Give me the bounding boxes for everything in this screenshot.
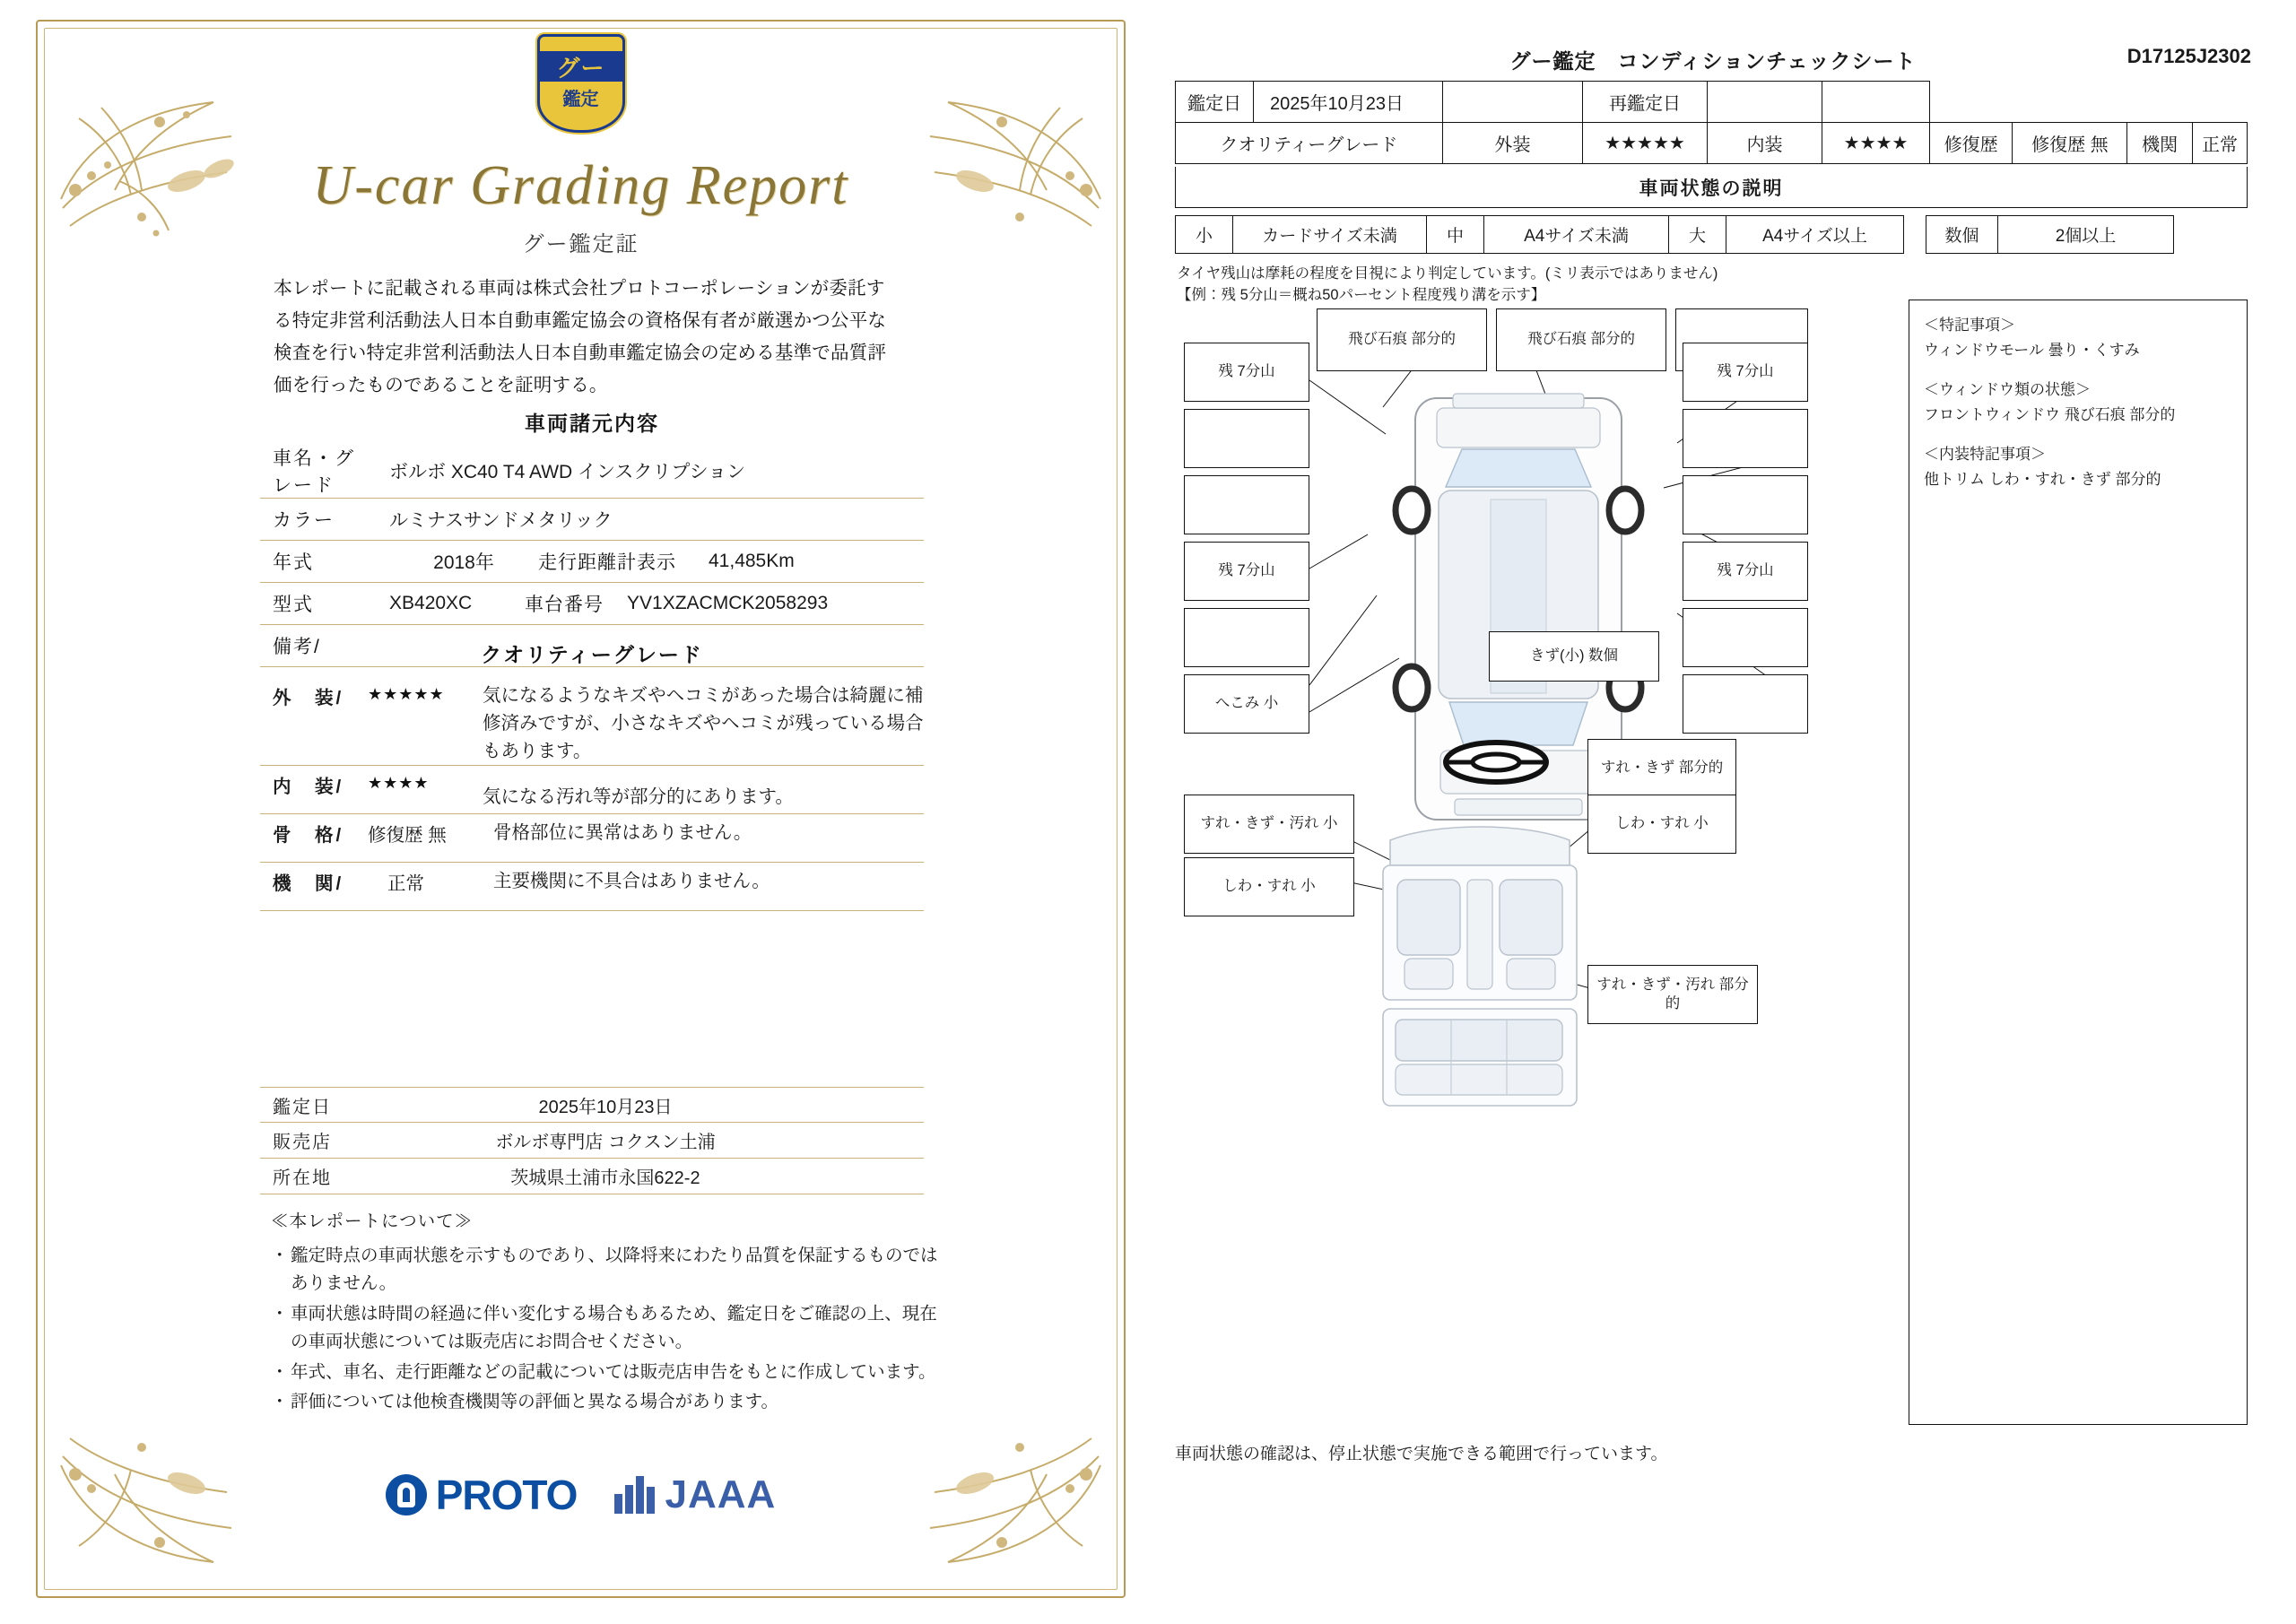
- logo-top-text: グー: [556, 55, 605, 83]
- callout-exterior-tire-rl: 残 7分山: [1184, 542, 1309, 601]
- spec-value-mileage: 41,485Km: [709, 551, 795, 571]
- callout-exterior-tire-rr: 残 7分山: [1683, 542, 1808, 601]
- condition-check-sheet: [1166, 45, 2260, 1587]
- grade-stars-exterior: ★★★★★: [368, 685, 445, 703]
- vehicle-spec-section: [260, 407, 924, 667]
- spec-label-model: 車名・グレード: [273, 448, 355, 496]
- spec-row-color: [260, 499, 924, 541]
- note-item: ・ 評価については他検査機関等の評価と異なる場合があります。: [271, 1388, 952, 1417]
- proto-mark-icon: [386, 1474, 427, 1515]
- callout-exterior-dent: へこみ 小: [1184, 674, 1309, 734]
- grade-label-frame: 骨 格/: [273, 825, 344, 847]
- grade-row-interior: [260, 766, 924, 814]
- cell-interior-stars: ★★★★: [1822, 123, 1930, 164]
- cell-engine-value: 正常: [2193, 123, 2248, 164]
- quality-grade-section: [260, 638, 924, 911]
- spec-label-year: 年式: [273, 552, 314, 573]
- spec-value-type: XB420XC: [389, 593, 473, 613]
- legend-desc-large: A4サイズ以上: [1726, 216, 1904, 254]
- spec-label-vin: 車台番号: [525, 595, 604, 615]
- grade-label-interior: 内 装/: [273, 777, 344, 798]
- interior-seats-diagram: [1383, 827, 1577, 1106]
- special-notes-panel: [1909, 300, 2248, 1425]
- sheet-code: D17125J2302: [2126, 45, 2251, 67]
- sheet-title: グー鑑定 コンディションチェックシート: [1509, 49, 1917, 73]
- logo-bottom-text: 鑑定: [562, 88, 599, 109]
- sheet-footer-note: 車両状態の確認は、停止状態で実施できる範囲で行っています。: [1175, 1445, 1668, 1463]
- tire-note-line2: 【例：残 5分山＝概ね50パーセント程度残り溝を示す】: [1177, 286, 1546, 303]
- grade-text-frame: 骨格部位に異常はありません。: [493, 822, 752, 844]
- spec-value-model: ボルボ XC40 T4 AWD インスクリプション: [389, 462, 746, 482]
- jaaa-logo-text: JAAA: [665, 1472, 777, 1516]
- cell-reinspect-label: 再鑑定日: [1583, 82, 1707, 123]
- grading-certificate: [36, 20, 1126, 1598]
- spec-row-type-vin: [260, 583, 924, 625]
- notes-text-window: フロントウィンドウ 飛び石痕 部分的: [1924, 406, 2176, 424]
- grade-label-engine: 機 関/: [273, 873, 344, 895]
- quality-grade-heading: クオリティーグレード: [481, 643, 703, 666]
- table-row-grades: [1176, 123, 2248, 164]
- cell-quality-label: クオリティーグレード: [1176, 123, 1443, 164]
- meta-value-inspection-date: 2025年10月23日: [538, 1097, 673, 1117]
- legend-size-medium: 中: [1427, 216, 1484, 254]
- callout-exterior-tire-fr: 残 7分山: [1683, 343, 1808, 402]
- proto-logo-text: PROTO: [435, 1472, 578, 1518]
- grade-text-interior: 気になる汚れ等が部分的にあります。: [483, 786, 794, 808]
- meta-value-address: 茨城県土浦市永国622-2: [510, 1168, 700, 1188]
- callout-exterior-9: [1683, 409, 1808, 468]
- cell-inspect-date-label: 鑑定日: [1176, 82, 1254, 123]
- spec-value-vin: YV1XZACMCK2058293: [627, 593, 829, 613]
- jaaa-mark-icon: [614, 1476, 656, 1514]
- cell-repair-value: 修復歴 無: [2013, 123, 2127, 164]
- spec-value-color: ルミナスサンドメタリック: [389, 510, 613, 531]
- note-item: ・ 鑑定時点の車両状態を示すものであり、以降将来にわたり品質を保証するものではありません。: [271, 1242, 952, 1298]
- legend-count-desc: 2個以上: [1998, 216, 2174, 254]
- jaaa-logo: [614, 1472, 776, 1517]
- cell-spacer-2: [1822, 82, 1930, 123]
- cell-inspect-date-value: 2025年10月23日: [1253, 82, 1442, 123]
- callout-interior-1: すれ・きず 部分的: [1587, 739, 1736, 798]
- legend-size-table: [1175, 215, 1904, 254]
- callout-exterior-scratch: きず(小) 数個: [1489, 631, 1659, 682]
- callout-exterior-2: 飛び石痕 部分的: [1496, 308, 1666, 371]
- grade-row-engine: [260, 863, 924, 911]
- grade-row-exterior: [260, 677, 924, 766]
- callout-exterior-16: [1683, 674, 1808, 734]
- meta-row-address: [260, 1159, 924, 1194]
- condition-description-heading: 車両状態の説明: [1175, 167, 2248, 208]
- cell-engine-label: 機関: [2127, 123, 2193, 164]
- certificate-intro-text: 本レポートに記載される車両は株式会社プロトコーポレーションが委託する特定非営利活動法人日本自動車鑑定協会の資格保有者が厳選かつ公平な検査を行い特定非営利活動法人日本自動車鑑定協会の定める基準で品質評価を行ったものであることを証明する。: [274, 278, 887, 395]
- callout-exterior-8: [1184, 608, 1309, 667]
- callout-interior-5: すれ・きず・汚れ 部分的: [1587, 965, 1758, 1024]
- spec-label-remarks: 備考/: [273, 637, 321, 657]
- spec-label-type: 型式: [273, 595, 314, 615]
- page-title: U-car Grading Report: [312, 155, 849, 216]
- certificate-notes: [271, 1208, 952, 1419]
- notes-text-interior: 他トリム しわ・すれ・きず 部分的: [1924, 471, 2161, 489]
- certificate-meta-section: [260, 1087, 924, 1194]
- meta-value-dealer: ボルボ専門店 コクスン土浦: [495, 1133, 716, 1152]
- legend-count-label: 数個: [1926, 216, 1998, 254]
- spec-row-year-mileage: [260, 541, 924, 583]
- meta-label-dealer: 販売店: [273, 1133, 332, 1152]
- grade-value-frame: 修復歴 無: [368, 825, 447, 847]
- legend-size-large: 大: [1669, 216, 1726, 254]
- grade-text-exterior: 気になるようなキズやヘコミがあった場合は綺麗に補修済みですが、小さなキズやヘコミが残っている場合もあります。: [483, 685, 924, 761]
- page-subtitle: グー鑑定証: [522, 232, 639, 256]
- meta-row-dealer: [260, 1123, 924, 1159]
- callout-exterior-12: [1683, 475, 1808, 534]
- meta-label-address: 所在地: [273, 1168, 332, 1188]
- notes-heading-window: ＜ウィンドウ類の状態＞: [1924, 381, 2091, 399]
- tire-note-line1: タイヤ残山は摩耗の程度を目視により判定しています。(ミリ表示ではありません): [1177, 265, 1718, 282]
- legend-size-small: 小: [1176, 216, 1233, 254]
- notes-heading: ≪本レポートについて≫: [271, 1211, 474, 1231]
- legend-row: [1175, 215, 2248, 254]
- cell-exterior-label: 外装: [1442, 123, 1583, 164]
- callout-exterior-6: [1184, 409, 1309, 468]
- callout-exterior-7: [1184, 475, 1309, 534]
- proto-logo: [386, 1471, 578, 1519]
- callout-interior-2: すれ・きず・汚れ 小: [1184, 795, 1354, 854]
- sheet-header-table: [1175, 81, 2248, 164]
- meta-row-inspection-date: [260, 1087, 924, 1123]
- brand-logos: [36, 1471, 1126, 1519]
- cell-interior-label: 内装: [1707, 123, 1822, 164]
- grade-stars-interior: ★★★★: [368, 774, 430, 793]
- spec-row-model: [260, 444, 924, 499]
- vehicle-diagram-area: [1175, 300, 1901, 1425]
- meta-label-inspection-date: 鑑定日: [273, 1097, 332, 1117]
- note-item: ・ 年式、車名、走行距離などの記載については販売店申告をもとに作成しています。: [271, 1359, 952, 1387]
- grade-row-frame: [260, 814, 924, 863]
- spec-label-mileage: 走行距離計表示: [538, 552, 676, 573]
- notes-text-special: ウィンドウモール 曇り・くすみ: [1924, 342, 2140, 360]
- table-row-dates: [1176, 82, 2248, 123]
- callout-interior-4: しわ・すれ 小: [1587, 795, 1736, 854]
- legend-desc-medium: A4サイズ未満: [1484, 216, 1669, 254]
- legend-desc-small: カードサイズ未満: [1233, 216, 1427, 254]
- notes-heading-special: ＜特記事項＞: [1924, 317, 2015, 334]
- logo-shield-icon: [537, 34, 625, 133]
- cell-spacer-1: [1442, 82, 1583, 123]
- notes-heading-interior: ＜内装特記事項＞: [1924, 446, 2046, 464]
- callout-interior-3: しわ・すれ 小: [1184, 857, 1354, 916]
- callout-exterior-13: [1683, 608, 1808, 667]
- grade-text-engine: 主要機関に不具合はありません。: [493, 871, 770, 892]
- cell-reinspect-value: [1707, 82, 1822, 123]
- grade-value-engine: 正常: [387, 873, 424, 895]
- cell-exterior-stars: ★★★★★: [1583, 123, 1707, 164]
- grade-label-exterior: 外 装/: [273, 688, 344, 708]
- spec-label-color: カラー: [273, 510, 335, 531]
- note-item: ・ 車両状態は時間の経過に伴い変化する場合もあるため、鑑定日をご確認の上、現在の車両状態については販売店にお問合せください。: [271, 1300, 952, 1357]
- legend-count-table: [1926, 215, 2174, 254]
- cell-repair-label: 修復歴: [1929, 123, 2013, 164]
- steering-wheel-icon: [1446, 743, 1546, 782]
- callout-exterior-tire-fl: 残 7分山: [1184, 343, 1309, 402]
- spec-value-year: 2018年: [433, 552, 494, 573]
- goo-kantei-logo: [532, 34, 631, 133]
- callout-exterior-1: 飛び石痕 部分的: [1317, 308, 1487, 371]
- vehicle-spec-heading: 車両諸元内容: [525, 412, 659, 435]
